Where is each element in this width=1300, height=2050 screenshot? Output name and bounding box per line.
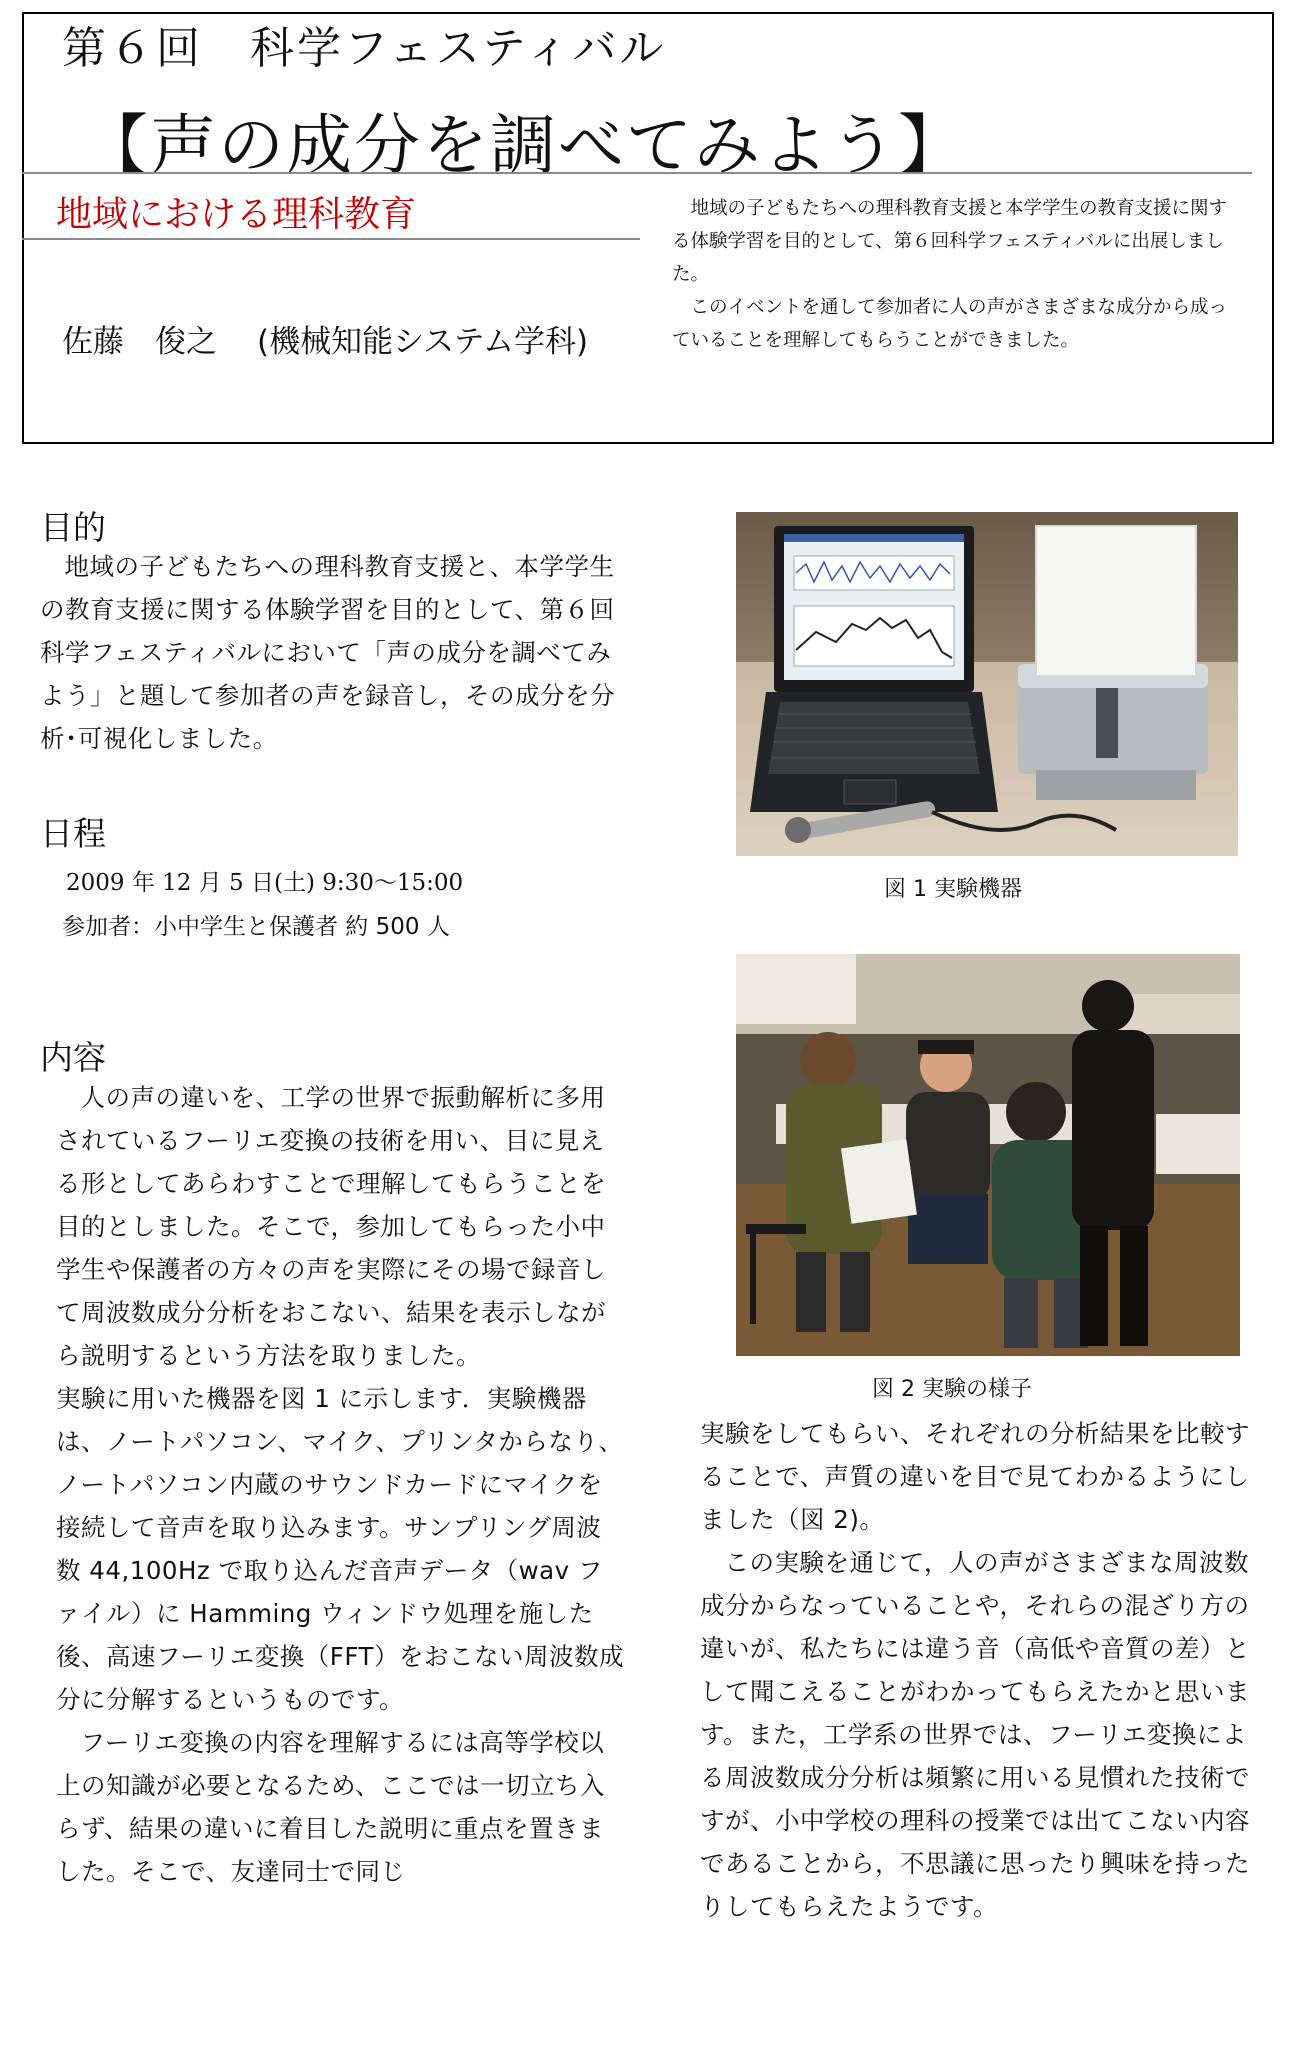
schedule-date: 2009 年 12 月 5 日(土) 9:30〜15:00 [66,870,464,896]
author-department: (機械知能システム学科) [257,324,589,360]
schedule-participants: 参加者：小中学生と保護者 約 500 人 [62,914,450,940]
figure-1-illustration [736,512,1238,856]
content-text [56,1076,626,1893]
content-paragraph: フーリエ変換の内容を理解するには高等学校以上の知識が必要となるため、ここでは一切立ち入らず、結果の違いに着目した説明に重点を置きました。そこで、友達同士で同じ [56,1728,606,1886]
figure-2-illustration [736,954,1240,1356]
author-line [62,316,588,361]
figure-1-photo [736,512,1238,856]
content-continuation [700,1412,1270,1928]
summary [672,192,1232,357]
figure-1-caption: 図 1 実験機器 [884,877,1022,902]
summary-paragraph: 地域の子どもたちへの理科教育支援と本学学生の教育支援に関する体験学習を目的として、第６回科学フェスティバルに出展しました。 [672,198,1228,285]
purpose-heading: 目的 [40,508,106,547]
content-paragraph: 実験をしてもらい、それぞれの分析結果を比較することで、声質の違いを目で見てわかるようにしました（図 2)。 [700,1419,1250,1534]
purpose-text [40,545,630,760]
article-title: 【声の成分を調べてみよう】 [82,107,966,184]
purpose-paragraph: 地域の子どもたちへの理科教育支援と、本学学生の教育支援に関する体験学習を目的として、第６回科学フェスティバルにおいて「声の成分を調べてみよう」と題して参加者の声を録音し，その成分を分析･可視化しました。 [40,552,615,753]
content-paragraph: 人の声の違いを、工学の世界で振動解析に多用されているフーリエ変換の技術を用い、目に見える形としてあらわすことで理解してもらうことを目的としました。そこで，参加してもらった小中学生や保護者の方々の声を実際にその場で録音して周波数成分分析をおこない、結果を表示しながら説明するという方法を取りました。 [56,1083,606,1370]
content-paragraph: この実験を通じて，人の声がさまざまな周波数成分からなっていることや，それらの混ざり方の違いが、私たちには違う音（高低や音質の差）として聞こえることがわかってもらえたかと思います。また，工学系の世界では、フーリエ変換による周波数成分分析は頻繁に用いる見慣れた技術ですが、小中学校の理科の授業では出てこない内容であることから，不思議に思ったり興味を持ったりしてもらえたようです。 [700,1548,1250,1921]
category-label: 地域における理科教育 [56,194,417,235]
author-name: 佐藤 俊之 [62,324,217,360]
category-divider [22,238,640,240]
festival-title: 第６回 科学フェスティバル [62,23,667,74]
content-heading: 内容 [40,1038,106,1077]
summary-paragraph: このイベントを通して参加者に人の声がさまざまな成分から成っていることを理解してもらうことができました。 [672,297,1228,351]
content-paragraph: 実験に用いた機器を図 1 に示します．実験機器は、ノートパソコン、マイク、プリンタからなり、ノートパソコン内蔵のサウンドカードにマイクを接続して音声を取り込みます。サンプリング周波数 44,100Hz で取り込んだ音声データ（wav ファイル）に Hamming ウィンドウ処理を施した後、高速フーリエ変換（FFT）をおこない周波数成分に分解するというものです。 [56,1384,624,1714]
figure-2-caption: 図 2 実験の様子 [872,1377,1032,1402]
figure-2-photo [736,954,1240,1356]
schedule-heading: 日程 [40,814,106,853]
title-divider [22,172,1252,174]
